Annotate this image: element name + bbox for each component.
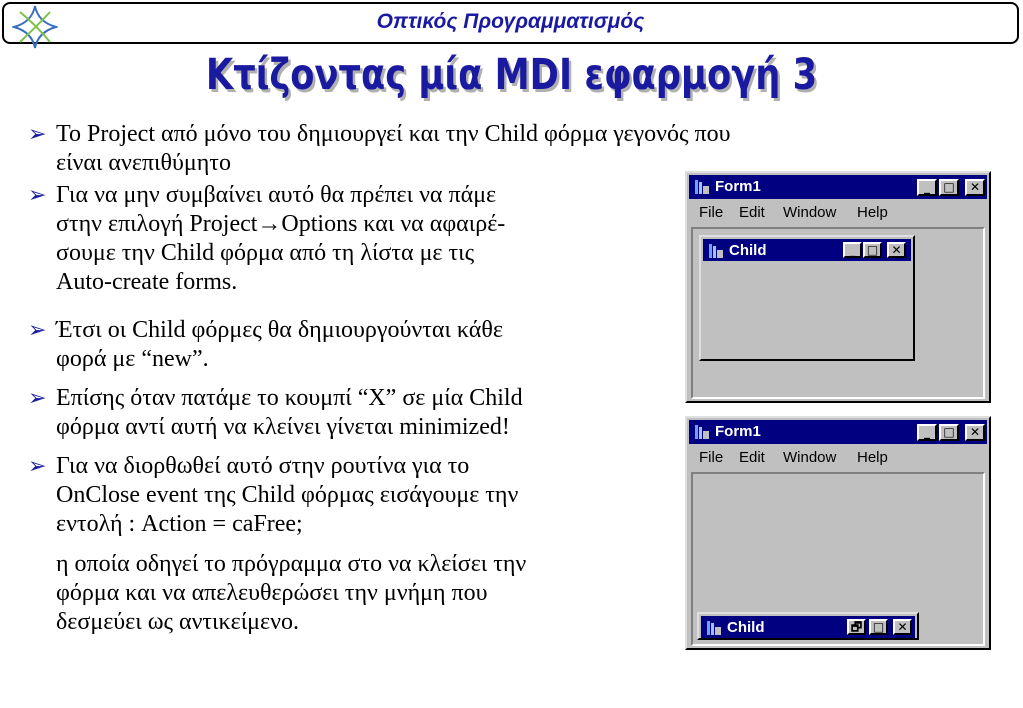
close-button[interactable]: ✕ (965, 424, 985, 441)
child-title: Child (727, 619, 765, 636)
mdi-client-area (691, 472, 985, 646)
header-bar (2, 2, 1019, 44)
header-title: Οπτικός Προγραμματισμός (376, 10, 645, 33)
minimize-button[interactable]: _ (917, 179, 937, 196)
child-restore-button[interactable]: 🗗 (847, 619, 866, 635)
bullet-item (28, 452, 678, 540)
bullet-item (28, 181, 678, 301)
bullet-line: εντολή : Action = caFree; (56, 511, 303, 537)
bullet-arrow-icon: ➢ (28, 318, 47, 343)
bullet-arrow-icon: ➢ (28, 454, 47, 479)
bullet-line: είναι ανεπιθύμητο (56, 150, 231, 176)
menu-edit[interactable]: Edit (739, 449, 765, 466)
bullet-arrow-icon: ➢ (28, 122, 47, 147)
child-close-button[interactable]: ✕ (893, 619, 912, 635)
bullet-line: στην επιλογή Project→Options και να αφαιρέ- (56, 211, 506, 237)
bullet-line: η οποία οδηγεί το πρόγραμμα στο να κλείσει την (56, 551, 527, 577)
menu-file[interactable]: File (699, 204, 724, 221)
form1-window-top[interactable] (685, 171, 991, 403)
close-button[interactable]: ✕ (965, 179, 985, 196)
app-icon (707, 242, 725, 260)
bullet-item (28, 384, 678, 442)
bullet-line: Επίσης όταν πατάμε το κουμπί “X” σε μία Child (56, 385, 523, 411)
bullet-line: φορά με “new”. (56, 346, 209, 372)
form1-title: Form1 (715, 178, 761, 195)
child-window[interactable] (699, 235, 915, 361)
child-window-minimized[interactable] (697, 612, 919, 640)
form1-titlebar[interactable] (689, 420, 987, 444)
menu-edit[interactable]: Edit (739, 204, 765, 221)
child-titlebar[interactable] (703, 239, 911, 261)
app-icon (693, 178, 711, 196)
form1-title: Form1 (715, 423, 761, 440)
bullet-line: Το Project από μόνο του δημιουργεί και την Child φόρμα γεγονός που (56, 121, 731, 147)
bullet-line: Auto-create forms. (56, 269, 238, 295)
app-icon (693, 423, 711, 441)
bullet-line: σουμε την Child φόρμα από τη λίστα με τις (56, 240, 475, 266)
child-minimize-button[interactable]: _ (843, 242, 862, 258)
menu-window[interactable]: Window (783, 449, 837, 466)
form1-titlebar[interactable] (689, 175, 987, 199)
bullet-arrow-icon: ➢ (28, 386, 47, 411)
bullet-continuation (28, 550, 678, 638)
bullet-item (28, 120, 958, 178)
child-title: Child (729, 242, 767, 259)
menu-help[interactable]: Help (857, 204, 888, 221)
menu-help[interactable]: Help (857, 449, 888, 466)
menu-bar (691, 201, 985, 223)
menu-file[interactable]: File (699, 449, 724, 466)
child-maximize-button[interactable]: □ (869, 619, 888, 635)
maximize-button[interactable]: □ (939, 179, 959, 196)
bullet-line: Για να μην συμβαίνει αυτό θα πρέπει να πάμε (56, 182, 497, 208)
bullet-line: OnClose event της Child φόρμας εισάγουμε την (56, 482, 519, 508)
slide-title: Κτίζοντας μία MDI εφαρμογή 3 (205, 50, 818, 100)
form1-window-bottom[interactable] (685, 416, 991, 650)
child-maximize-button[interactable]: □ (863, 242, 882, 258)
bullet-line: φόρμα αντί αυτή να κλείνει γίνεται minimized! (56, 414, 510, 440)
menu-bar (691, 446, 985, 468)
maximize-button[interactable]: □ (939, 424, 959, 441)
child-titlebar[interactable] (701, 616, 915, 638)
app-icon (705, 619, 723, 637)
mdi-client-area (691, 227, 985, 399)
bullet-item (28, 316, 678, 374)
minimize-button[interactable]: _ (917, 424, 937, 441)
bullet-line: Για να διορθωθεί αυτό στην ρουτίνα για το (56, 453, 470, 479)
menu-window[interactable]: Window (783, 204, 837, 221)
bullet-line: δεσμεύει ως αντικείμενο. (56, 609, 299, 635)
child-close-button[interactable]: ✕ (887, 242, 906, 258)
bullet-line: Έτσι οι Child φόρμες θα δημιουργούνται κάθε (56, 317, 503, 343)
bullet-line: φόρμα και να απελευθερώσει την μνήμη που (56, 580, 488, 606)
bullet-arrow-icon: ➢ (28, 183, 47, 208)
